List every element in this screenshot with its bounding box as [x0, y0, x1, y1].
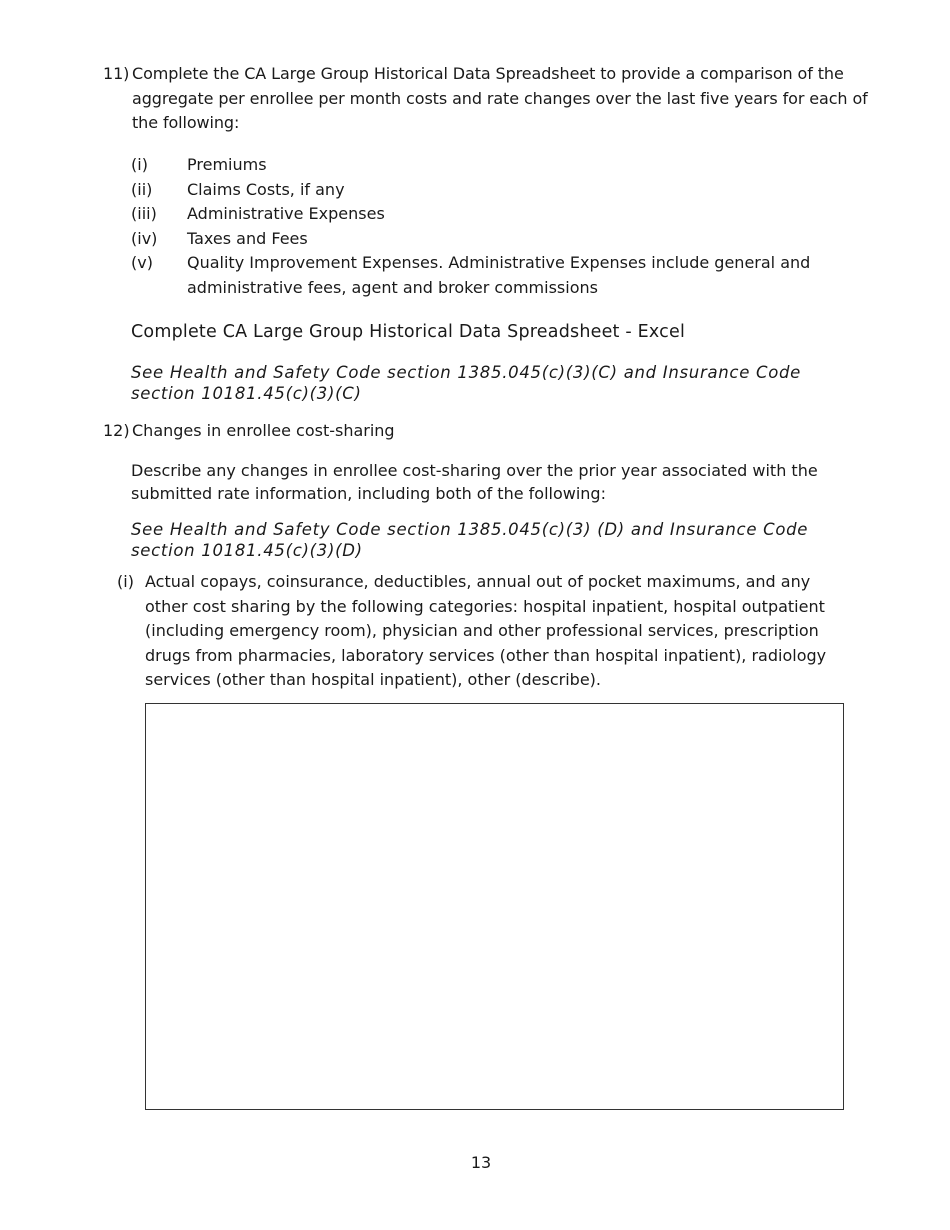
- list-item-numeral: (i): [131, 155, 148, 174]
- list-item-text: Taxes and Fees: [187, 228, 308, 248]
- question-11: [103, 62, 873, 132]
- list-item-text: Claims Costs, if any: [187, 179, 345, 199]
- list-item-text: Quality Improvement Expenses. Administrative Expenses include general and administrative fees, agent and broker commissions: [187, 253, 811, 297]
- list-item-text: Administrative Expenses: [187, 204, 385, 223]
- question-12-description: Describe any changes in enrollee cost-sharing over the prior year associated with the submitted rate information, including both of the following:: [131, 461, 818, 503]
- question-12-title: Changes in enrollee cost-sharing: [132, 421, 395, 440]
- response-text-box[interactable]: [145, 703, 844, 1110]
- list-item-text: Premiums: [187, 155, 267, 174]
- sub-item-text: Actual copays, coinsurance, deductibles, annual out of pocket maximums, and any other cost sharing by the following categories: hospital inpatient, hospital outpatient (including emergency room), physician and other professional services, prescription drugs from pharmacies, laboratory services (other than hospital inpatient), radiology services (other than hospital inpatient), other (describe).: [145, 572, 827, 689]
- question-11-text: Complete the CA Large Group Historical Data Spreadsheet to provide a comparison of the aggregate per enrollee per month costs and rate changes over the last five years for each of the following:: [132, 64, 868, 132]
- list-item-numeral: (v): [131, 253, 153, 272]
- list-item: [131, 202, 851, 227]
- question-12-number: 12): [103, 421, 130, 440]
- sub-item-numeral: (i): [117, 572, 134, 591]
- page-number: 13: [470, 1153, 492, 1172]
- citation-q12: See Health and Safety Code section 1385.045(c)(3) (D) and Insurance Code section 10181.45(c)(3)(D): [131, 520, 809, 560]
- cost-category-list: [131, 153, 851, 300]
- list-item-numeral: (ii): [131, 179, 153, 199]
- list-item: [131, 251, 851, 300]
- list-item: [131, 178, 851, 203]
- question-12: [103, 419, 395, 444]
- list-item: [131, 153, 851, 178]
- list-item-numeral: (iii): [131, 204, 157, 223]
- question-11-number: 11): [103, 64, 130, 83]
- citation-q11: See Health and Safety Code section 1385.045(c)(3)(C) and Insurance Code section 10181.45(c)(3)(C): [131, 363, 802, 403]
- list-item-numeral: (iv): [131, 228, 158, 248]
- spreadsheet-link[interactable]: Complete CA Large Group Historical Data Spreadsheet - Excel: [131, 322, 686, 342]
- list-item: [131, 227, 851, 252]
